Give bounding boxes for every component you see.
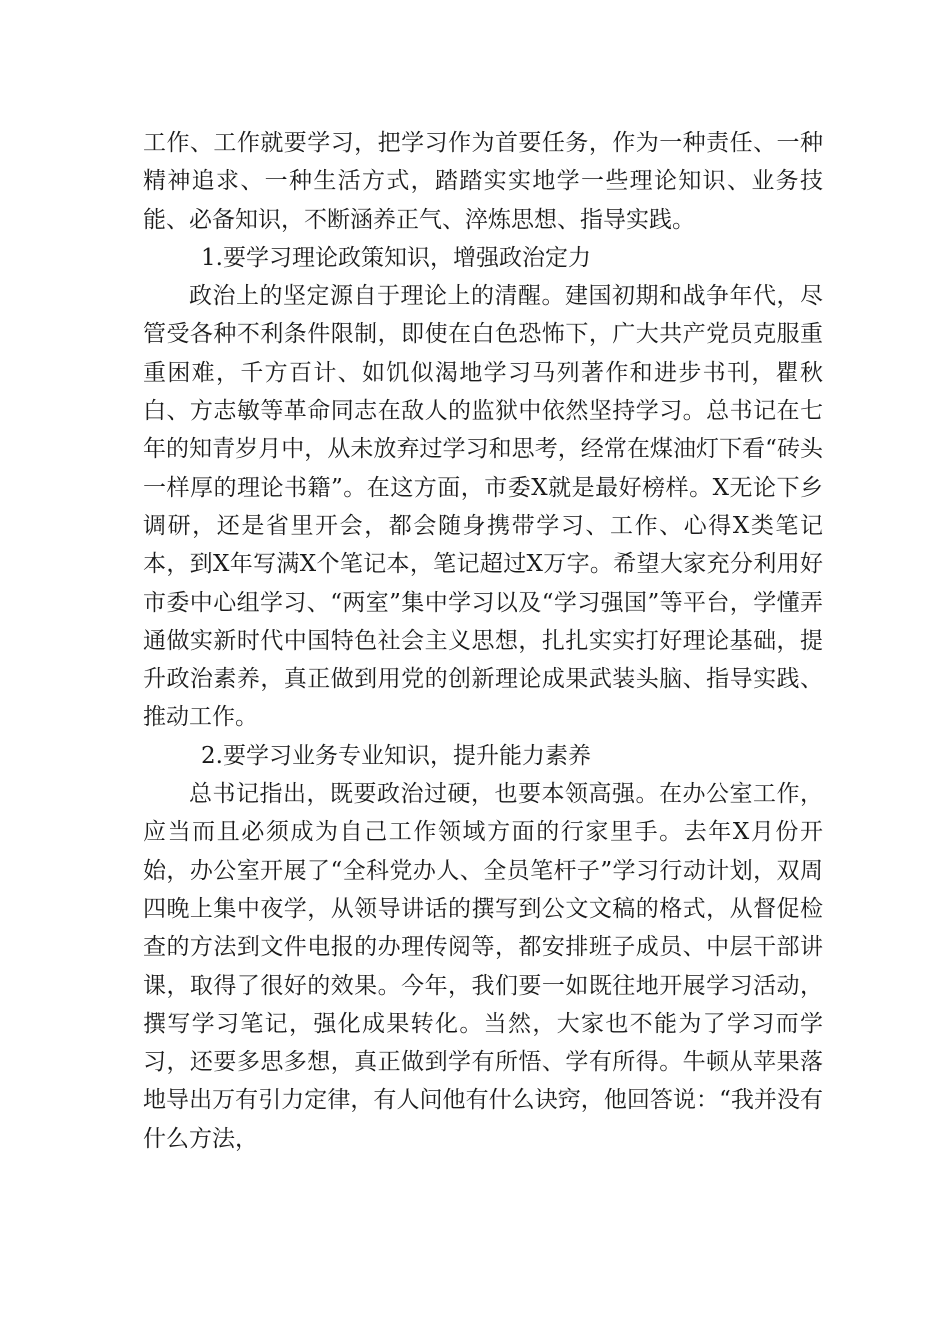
section-heading-1: 1.要学习理论政策知识，增强政治定力 [201, 244, 591, 271]
paragraph-2: 总书记指出，既要政治过硬，也要本领高强。在办公室工作，应当而且必须成为自己工作领域方面的行家里手。去年X月份开始，办公室开展了“全科党办人、全员笔杆子”学习行动计划，双周四晚上集中夜学，从领导讲话的撰写到公文文稿的格式，从督促检查的方法到文件电报的办理传阅等，都安排班子成员、中层干部讲课，取得了很好的效果。今年，我们要一如既往地开展学习活动，撰写学习笔记，强化成果转化。当然，大家也不能为了学习而学习，还要多思多想，真正做到学有所悟、学有所得。牛顿从苹果落地导出万有引力定律，有人问他有什么诀窍，他回答说：“我并没有什么方法， [143, 781, 823, 1152]
paragraph-1: 政治上的坚定源自于理论上的清醒。建国初期和战争年代，尽管受各种不利条件限制，即使在白色恐怖下，广大共产党员克服重重困难，千方百计、如饥似渴地学习马列著作和进步书刊，瞿秋白、方志敏等革命同志在敌人的监狱中依然坚持学习。总书记在七年的知青岁月中，从未放弃过学习和思考，经常在煤油灯下看“砖头一样厚的理论书籍”。在这方面，市委X就是最好榜样。X无论下乡调研，还是省里开会，都会随身携带学习、工作、心得X类笔记本，到X年写满X个笔记本，笔记超过X万字。希望大家充分利用好市委中心组学习、“两室”集中学习以及“学习强国”等平台，学懂弄通做实新时代中国特色社会主义思想，扎扎实实打好理论基础，提升政治素养，真正做到用党的创新理论成果武装头脑、指导实践、推动工作。 [143, 283, 823, 731]
section-heading-2: 2.要学习业务专业知识，提升能力素养 [201, 742, 591, 769]
paragraph-continued: 工作、工作就要学习，把学习作为首要任务，作为一种责任、一种精神追求、一种生活方式，踏踏实实地学一些理论知识、业务技能、必备知识，不断涵养正气、淬炼思想、指导实践。 [143, 130, 823, 233]
document-body [143, 124, 823, 1158]
